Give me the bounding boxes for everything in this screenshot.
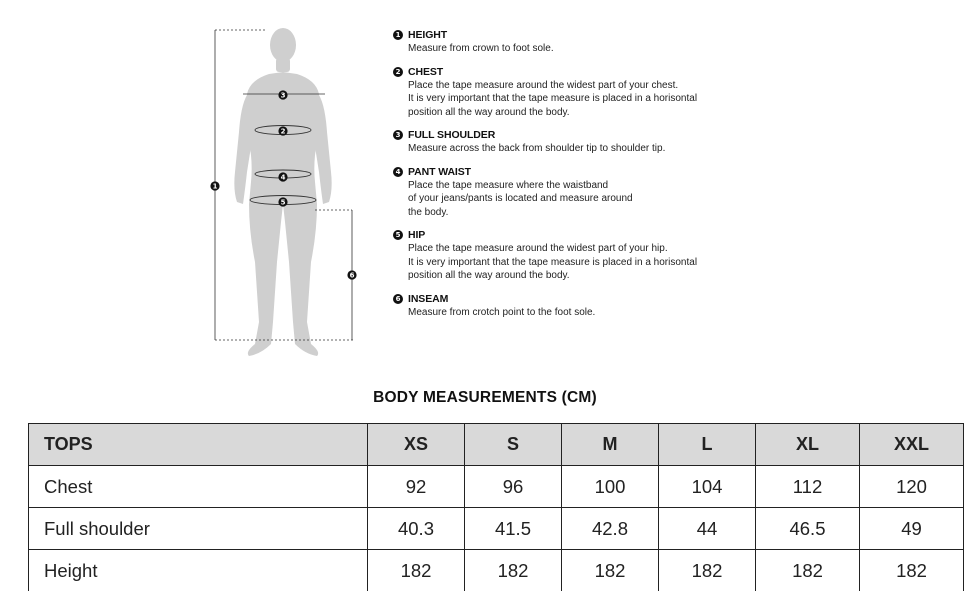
header-cell: S — [465, 424, 562, 466]
instruction-line: the body. — [408, 206, 449, 218]
table-cell: 182 — [860, 550, 964, 592]
instruction-hip — [393, 229, 763, 283]
table-cell: 182 — [368, 550, 465, 592]
instruction-text — [408, 242, 763, 283]
table-cell: 182 — [756, 550, 860, 592]
number-badge: 4 — [393, 167, 403, 177]
header-cell: M — [562, 424, 659, 466]
instruction-text — [408, 142, 763, 156]
table-row — [29, 466, 964, 508]
marker-5 — [278, 197, 287, 206]
header-cell: XL — [756, 424, 860, 466]
svg-text:6: 6 — [349, 271, 355, 280]
marker-2 — [278, 126, 287, 135]
instruction-text — [408, 306, 763, 320]
instruction-title: FULL SHOULDER — [408, 129, 496, 141]
instruction-title: PANT WAIST — [408, 165, 471, 178]
instruction-text — [408, 79, 763, 120]
instruction-title: INSEAM — [408, 292, 449, 305]
instruction-line: Place the tape measure around the widest part of your hip. — [408, 243, 668, 254]
table-cell: 182 — [465, 550, 562, 592]
instruction-text — [408, 42, 763, 56]
svg-text:3: 3 — [280, 91, 286, 100]
table-cell: 182 — [562, 550, 659, 592]
table-cell: 100 — [562, 466, 659, 508]
table-cell: 182 — [659, 550, 756, 592]
table-cell: 96 — [465, 466, 562, 508]
size-table — [28, 423, 964, 591]
number-badge: 5 — [393, 230, 403, 240]
instruction-chest — [393, 66, 763, 120]
marker-4 — [278, 172, 287, 181]
svg-text:4: 4 — [280, 173, 286, 182]
svg-text:1: 1 — [212, 182, 218, 191]
instruction-text — [408, 179, 763, 220]
header-cell: XS — [368, 424, 465, 466]
instruction-line: Measure from crown to foot sole. — [408, 43, 554, 54]
inseam-measure-line — [315, 210, 352, 340]
svg-text:5: 5 — [280, 198, 286, 207]
table-cell: 40.3 — [368, 508, 465, 550]
table-cell: 46.5 — [756, 508, 860, 550]
table-cell: 42.8 — [562, 508, 659, 550]
instruction-title: HIP — [408, 229, 426, 241]
measurement-instructions — [393, 29, 763, 329]
row-label: Chest — [29, 466, 368, 508]
instruction-line: position all the way around the body. — [408, 106, 570, 118]
instruction-line: Measure from crotch point to the foot sole. — [408, 306, 596, 318]
table-cell: 120 — [860, 466, 964, 508]
svg-text:2: 2 — [280, 127, 286, 136]
table-cell: 41.5 — [465, 508, 562, 550]
header-cell: XXL — [860, 424, 964, 466]
header-cell: TOPS — [29, 424, 368, 466]
body-figure-illustration — [205, 22, 365, 367]
number-badge: 1 — [393, 30, 403, 40]
table-cell: 44 — [659, 508, 756, 550]
instruction-pant-waist — [393, 166, 763, 220]
number-badge: 6 — [393, 294, 403, 304]
instruction-line: of your jeans/pants is located and measure around — [408, 193, 633, 204]
instruction-line: Measure across the back from shoulder tip to shoulder tip. — [408, 143, 666, 154]
instruction-title: CHEST — [408, 65, 444, 78]
table-row — [29, 550, 964, 592]
marker-3 — [278, 90, 287, 99]
table-cell: 112 — [756, 466, 860, 508]
table-header-row — [29, 424, 964, 466]
instruction-inseam — [393, 293, 763, 320]
instruction-line: It is very important that the tape measure is placed in a horisontal — [408, 93, 698, 104]
number-badge: 2 — [393, 67, 403, 77]
row-label: Full shoulder — [29, 508, 368, 550]
table-cell: 92 — [368, 466, 465, 508]
table-cell: 49 — [860, 508, 964, 550]
instruction-line: It is very important that the tape measure is placed in a horisontal — [408, 256, 698, 268]
instruction-line: Place the tape measure where the waistband — [408, 179, 609, 191]
human-silhouette — [234, 28, 331, 356]
instruction-line: Place the tape measure around the widest part of your chest. — [408, 79, 679, 91]
table-cell: 104 — [659, 466, 756, 508]
number-badge: 3 — [393, 130, 403, 140]
marker-6 — [347, 270, 356, 279]
header-cell: L — [659, 424, 756, 466]
table-title: BODY MEASUREMENTS (CM) — [373, 389, 597, 406]
marker-1 — [210, 181, 219, 190]
instruction-height — [393, 29, 763, 56]
instruction-line: position all the way around the body. — [408, 270, 570, 281]
row-label: Height — [29, 550, 368, 592]
instruction-title: HEIGHT — [408, 29, 448, 41]
table-row — [29, 508, 964, 550]
instruction-full-shoulder — [393, 129, 763, 156]
